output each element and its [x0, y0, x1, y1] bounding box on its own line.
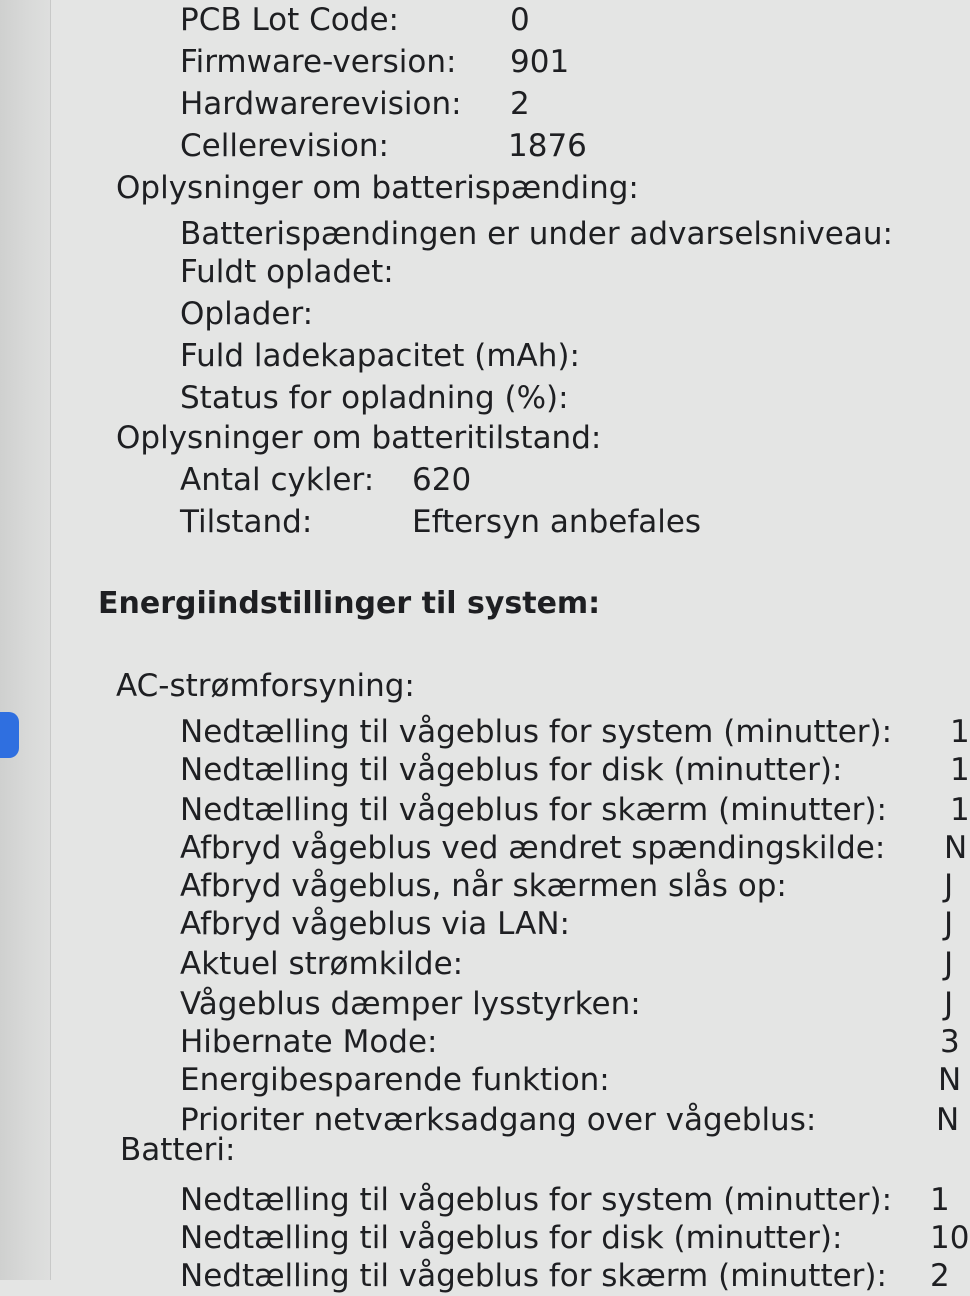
energy-settings-title: Energiindstillinger til system: [98, 586, 601, 621]
voltage-item: Fuld ladekapacitet (mAh): [180, 338, 580, 374]
setting-label: Afbryd vågeblus via LAN: [180, 906, 570, 942]
detail-label: Hardwarerevision: [180, 86, 462, 122]
detail-value: 1876 [508, 128, 587, 164]
health-label: Antal cykler: [180, 462, 375, 498]
setting-value: J [944, 946, 954, 982]
setting-value: 1 [950, 792, 970, 828]
detail-value: 0 [510, 2, 530, 38]
detail-label: Cellerevision: [180, 128, 389, 164]
health-label: Tilstand: [180, 504, 313, 540]
setting-value: J [944, 868, 954, 904]
setting-label: Hibernate Mode: [180, 1024, 438, 1060]
section-heading-voltage: Oplysninger om batterispænding: [116, 170, 639, 206]
setting-label: Energibesparende funktion: [180, 1062, 610, 1098]
section-heading-battery: Batteri: [120, 1132, 236, 1168]
voltage-item: Batterispændingen er under advarselsniveau: [180, 216, 893, 252]
setting-label: Prioriter netværksadgang over vågeblus: [180, 1102, 817, 1138]
setting-label: Vågeblus dæmper lysstyrken: [180, 986, 641, 1022]
detail-value: 2 [510, 86, 530, 122]
setting-value: 1 [950, 714, 970, 750]
setting-label: Nedtælling til vågeblus for skærm (minutter): [180, 1258, 887, 1294]
setting-value: J [944, 986, 954, 1022]
detail-label: PCB Lot Code: [180, 2, 399, 38]
setting-value: J [944, 906, 954, 942]
setting-label: Nedtælling til vågeblus for system (minutter): [180, 1182, 893, 1218]
setting-label: Nedtælling til vågeblus for system (minutter): [180, 714, 893, 750]
setting-label: Aktuel strømkilde: [180, 946, 464, 982]
setting-value: 10 [930, 1220, 970, 1256]
setting-label: Nedtælling til vågeblus for disk (minutter): [180, 752, 843, 788]
setting-label: Nedtælling til vågeblus for disk (minutter): [180, 1220, 843, 1256]
section-heading-health: Oplysninger om batteritilstand: [116, 420, 602, 456]
setting-label: Afbryd vågeblus, når skærmen slås op: [180, 868, 787, 904]
setting-value: N [938, 1062, 962, 1098]
voltage-item: Status for opladning (%): [180, 380, 569, 416]
setting-value: 1 [950, 752, 970, 788]
detail-value: 901 [510, 44, 570, 80]
setting-value: N [944, 830, 968, 866]
setting-label: Nedtælling til vågeblus for skærm (minutter): [180, 792, 887, 828]
voltage-item: Fuldt opladet: [180, 254, 394, 290]
setting-value: 2 [930, 1258, 950, 1294]
voltage-item: Oplader: [180, 296, 314, 332]
setting-value: 3 [940, 1024, 960, 1060]
condition-value: Eftersyn anbefales [412, 504, 702, 540]
section-heading-ac-power: AC-strømforsyning: [116, 668, 415, 704]
detail-label: Firmware-version: [180, 44, 457, 80]
setting-label: Afbryd vågeblus ved ændret spændingskilde: [180, 830, 886, 866]
setting-value: 1 [930, 1182, 950, 1218]
cycle-count-value: 620 [412, 462, 472, 498]
setting-value: N [936, 1102, 960, 1138]
